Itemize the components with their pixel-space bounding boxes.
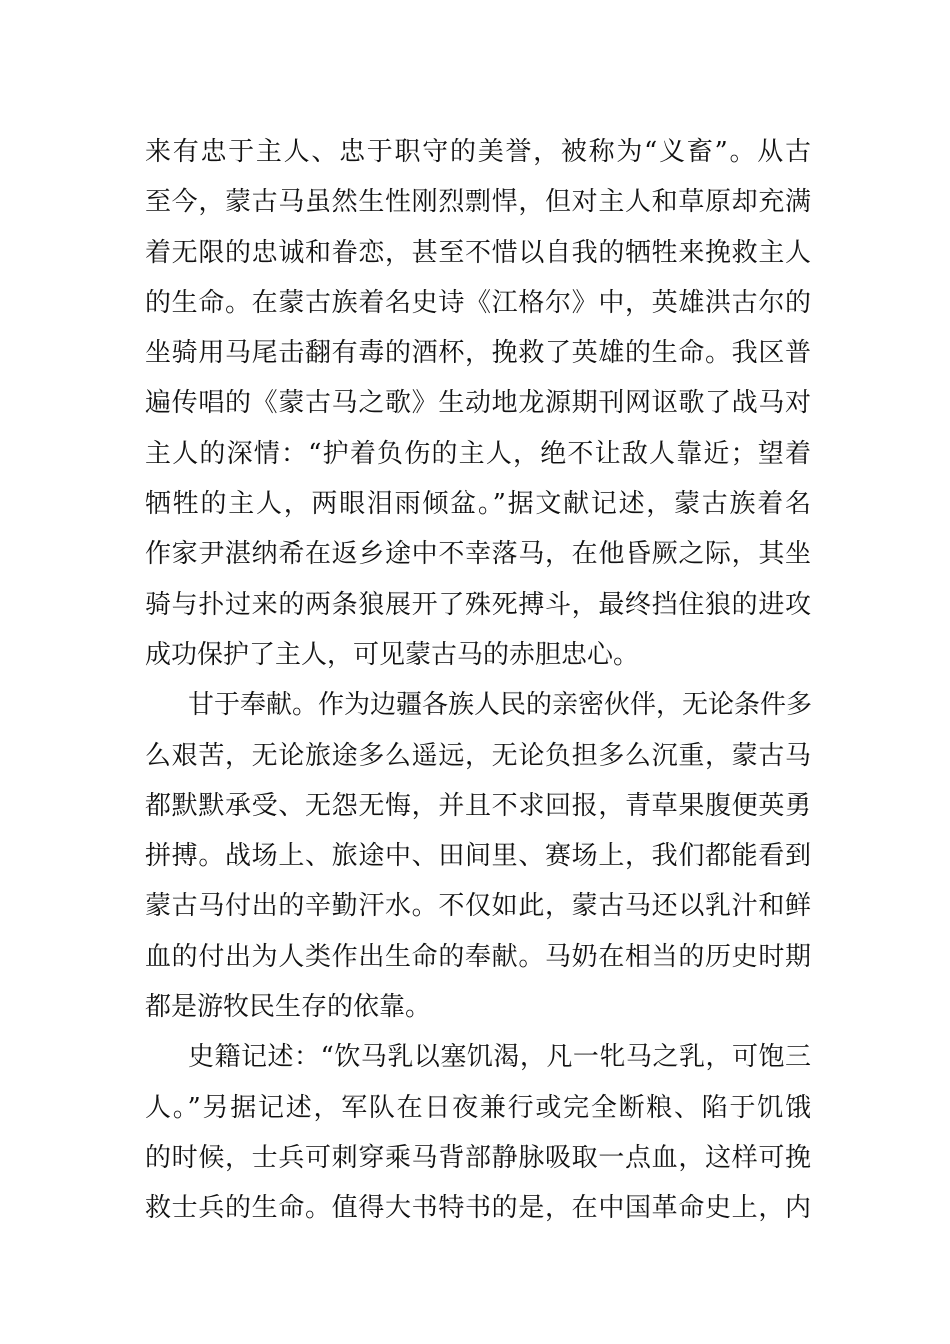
paragraph-loyalty [145,127,811,680]
text-line: 成功保护了主人，可见蒙古马的赤胆忠心。 [145,639,640,670]
text-line: 作家尹湛纳希在返乡途中不幸落马，在他昏厥之际，其坐 [145,539,811,570]
paragraph-historical-records [145,1032,811,1233]
text-line: 主人的深情：“护着负伤的主人，绝不让敌人靠近；望着 [145,438,811,469]
text-line: 史籍记述：“饮马乳以塞饥渴，凡一牝马之乳，可饱三 [188,1042,811,1073]
text-line: 蒙古马付出的辛勤汗水。不仅如此，蒙古马还以乳汁和鲜 [145,891,811,922]
text-line: 都默默承受、无怨无悔，并且不求回报，青草果腹便英勇 [145,790,811,821]
paragraph-dedication [145,680,811,1032]
text-line: 至今，蒙古马虽然生性刚烈剽悍，但对主人和草原却充满 [145,187,811,218]
body-text [145,127,811,1234]
text-line: 人。”另据记述，军队在日夜兼行或完全断粮、陷于饥饿 [145,1092,811,1123]
text-line: 遍传唱的《蒙古马之歌》生动地龙源期刊网讴歌了战马对 [145,388,811,419]
text-line: 牺牲的主人，两眼泪雨倾盆。”据文献记述，蒙古族着名 [145,489,811,520]
text-line: 坐骑用马尾击翻有毒的酒杯，挽救了英雄的生命。我区普 [145,338,811,369]
text-line: 的时候，士兵可刺穿乘马背部静脉吸取一点血，这样可挽 [145,1142,811,1173]
text-line: 骑与扑过来的两条狼展开了殊死搏斗，最终挡住狼的进攻 [145,589,811,620]
text-line: 救士兵的生命。值得大书特书的是，在中国革命史上，内 [145,1193,811,1224]
text-line: 甘于奉献。作为边疆各族人民的亲密伙伴，无论条件多 [188,690,813,721]
text-line: 着无限的忠诚和眷恋，甚至不惜以自我的牺牲来挽救主人 [145,237,811,268]
text-line: 拼搏。战场上、旅途中、田间里、赛场上，我们都能看到 [145,841,811,872]
text-line: 血的付出为人类作出生命的奉献。马奶在相当的历史时期 [145,941,811,972]
text-line: 都是游牧民生存的依靠。 [145,992,432,1023]
text-line: 的生命。在蒙古族着名史诗《江格尔》中，英雄洪古尔的 [145,287,811,318]
text-line: 来有忠于主人、忠于职守的美誉，被称为“义畜”。从古 [145,137,811,167]
text-line: 么艰苦，无论旅途多么遥远，无论负担多么沉重，蒙古马 [145,740,811,771]
